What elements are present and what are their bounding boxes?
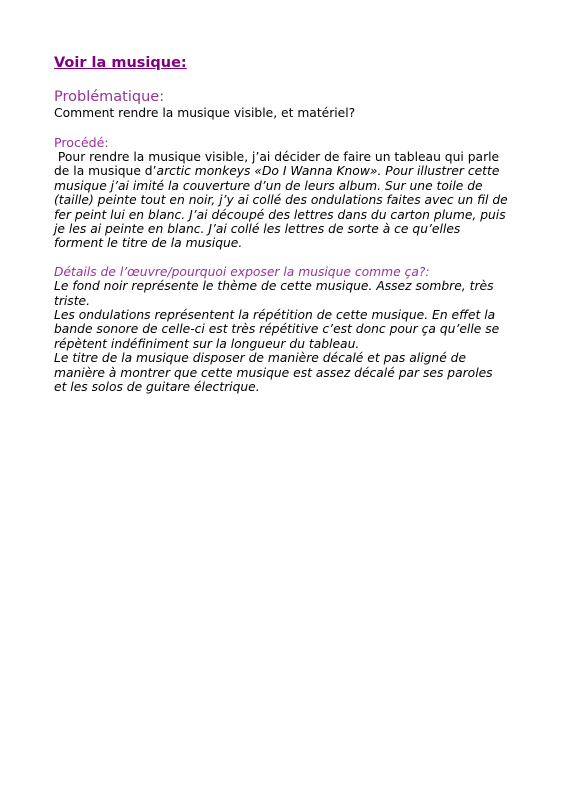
details-line: et les solos de guitare électrique. [54, 380, 260, 395]
procede-line-normal: de la musique d’ [54, 164, 157, 179]
document-page [54, 54, 524, 395]
procede-line: Pour rendre la musique visible, j’ai décider de faire un tableau qui parle [54, 150, 500, 164]
procede-line [54, 164, 524, 178]
details-paragraph [54, 279, 524, 394]
details-line: bande sonore de celle-ci est très répétitive c’est donc pour ça qu’elle se [54, 322, 500, 337]
procede-line: (taille) peinte tout en noir, j’y ai collé des ondulations faites avec un fil de [54, 193, 508, 208]
problematique-heading: Problématique: [54, 89, 165, 105]
details-line: triste. [54, 293, 90, 308]
procede-line: musique j’ai imité la couverture d’un de leurs album. Sur une toile de [54, 178, 483, 193]
procede-line-italic: arctic monkeys «Do I Wanna Know». Pour illustrer cette [156, 164, 500, 179]
details-line: Les ondulations représentent la répétition de cette musique. En effet la [54, 308, 496, 323]
procede-line: fer peint lui en blanc. J’ai découpé des lettres dans du carton plume, puis [54, 207, 506, 222]
details-heading: Détails de l’œuvre/pourquoi exposer la musique comme ça?: [54, 264, 430, 279]
procede-paragraph [54, 150, 524, 251]
details-line: répètent indéfiniment sur la longueur du tableau. [54, 336, 360, 351]
problematique-text: Comment rendre la musique visible, et matériel? [54, 106, 356, 120]
procede-line: forment le titre de la musique. [54, 236, 243, 251]
procede-heading: Procédé: [54, 135, 109, 150]
document-title: Voir la musique: [54, 55, 187, 71]
procede-line: je les ai peinte en blanc. J’ai collé les lettres de sorte à ce qu’elles [54, 222, 461, 237]
details-line: Le fond noir représente le thème de cette musique. Assez sombre, très [54, 279, 494, 294]
details-line: manière à montrer que cette musique est assez décalé par ses paroles [54, 365, 493, 380]
details-line: Le titre de la musique disposer de manière décalé et pas aligné de [54, 351, 467, 366]
